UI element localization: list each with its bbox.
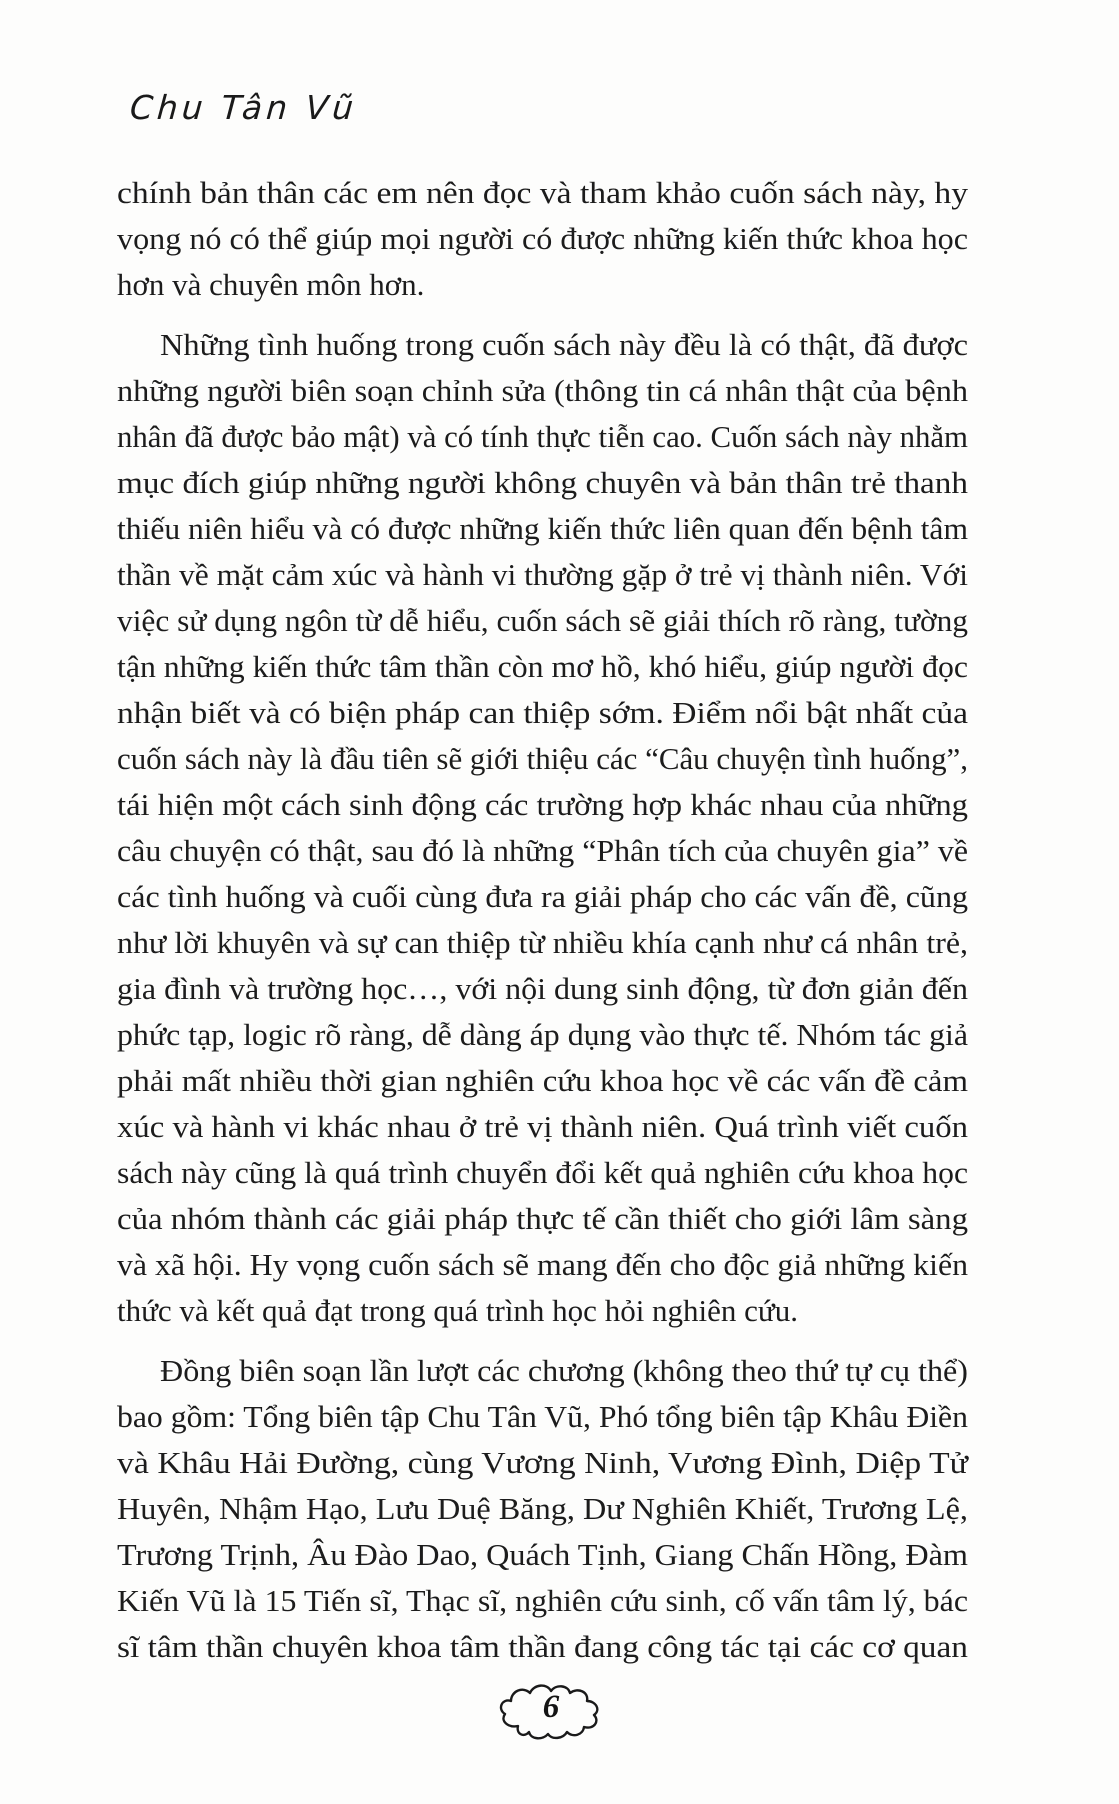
text-line: Trương Trịnh, Âu Đào Dao, Quách Tịnh, Giang Chấn Hồng, Đàm (117, 1537, 968, 1572)
text-line: phức tạp, logic rõ ràng, dễ dàng áp dụng vào thực tế. Nhóm tác giả (117, 1017, 969, 1052)
text-line: thần về mặt cảm xúc và hành vi thường gặp ở trẻ vị thành niên. Với (117, 557, 969, 592)
text-line: Những tình huống trong cuốn sách này đều là có thật, đã được (160, 327, 969, 362)
text-line: sách này cũng là quá trình chuyển đổi kết quả nghiên cứu khoa học (117, 1155, 968, 1190)
text-line: thiếu niên hiểu và có được những kiến thức liên quan đến bệnh tâm (117, 511, 968, 546)
text-line: gia đình và trường học…, với nội dung sinh động, từ đơn giản đến (117, 971, 969, 1006)
text-line: Kiến Vũ là 15 Tiến sĩ, Thạc sĩ, nghiên cứu sinh, cố vấn tâm lý, bác (117, 1583, 968, 1618)
text-line: và Khâu Hải Đường, cùng Vương Ninh, Vương Đình, Diệp Tử (117, 1445, 970, 1480)
text-line: bao gồm: Tổng biên tập Chu Tân Vũ, Phó tổng biên tập Khâu Điền (117, 1399, 969, 1434)
text-line: câu chuyện có thật, sau đó là những “Phân tích của chuyên gia” về (117, 833, 968, 868)
text-line: nhân đã được bảo mật) và có tính thực tiễn cao. Cuốn sách này nhằm (117, 419, 968, 454)
text-line: xúc và hành vi khác nhau ở trẻ vị thành niên. Quá trình viết cuốn (117, 1109, 969, 1144)
page-number: 6 (542, 1689, 560, 1725)
text-line: Huyên, Nhậm Hạo, Lưu Duệ Băng, Dư Nghiên Khiết, Trương Lệ, (117, 1491, 968, 1526)
text-line: chính bản thân các em nên đọc và tham khảo cuốn sách này, hy (117, 175, 969, 210)
text-line: hơn và chuyên môn hơn. (117, 267, 425, 302)
text-line: của nhóm thành các giải pháp thực tế cần thiết cho giới lâm sàng (117, 1201, 968, 1236)
page-number-cloud (495, 1682, 607, 1744)
text-line: Đồng biên soạn lần lượt các chương (không theo thứ tự cụ thể) (160, 1353, 968, 1388)
text-line: cuốn sách này là đầu tiên sẽ giới thiệu các “Câu chuyện tình huống”, (117, 741, 968, 776)
text-line: các tình huống và cuối cùng đưa ra giải pháp cho các vấn đề, cũng (117, 879, 968, 914)
text-line: thức và kết quả đạt trong quá trình học hỏi nghiên cứu. (117, 1293, 798, 1328)
text-line: vọng nó có thể giúp mọi người có được những kiến thức khoa học (117, 221, 969, 256)
text-line: những người biên soạn chỉnh sửa (thông tin cá nhân thật của bệnh (117, 373, 969, 408)
text-line: nhận biết và có biện pháp can thiệp sớm. Điểm nổi bật nhất của (117, 695, 969, 730)
text-line: phải mất nhiều thời gian nghiên cứu khoa học về các vấn đề cảm (117, 1063, 968, 1098)
text-line: tái hiện một cách sinh động các trường hợp khác nhau của những (117, 787, 968, 822)
text-line: như lời khuyên và sự can thiệp từ nhiều khía cạnh như cá nhân trẻ, (117, 925, 968, 960)
text-line: mục đích giúp những người không chuyên và bản thân trẻ thanh (117, 465, 969, 500)
page-body (117, 168, 968, 1682)
running-header-author: Chu Tân Vũ (128, 88, 359, 127)
text-line: và xã hội. Hy vọng cuốn sách sẽ mang đến cho độc giả những kiến (117, 1247, 969, 1282)
text-line: việc sử dụng ngôn từ dễ hiểu, cuốn sách sẽ giải thích rõ ràng, tường (117, 603, 968, 638)
text-line: tận những kiến thức tâm thần còn mơ hồ, khó hiểu, giúp người đọc (117, 649, 968, 684)
text-line: sĩ tâm thần chuyên khoa tâm thần đang công tác tại các cơ quan (117, 1629, 969, 1664)
